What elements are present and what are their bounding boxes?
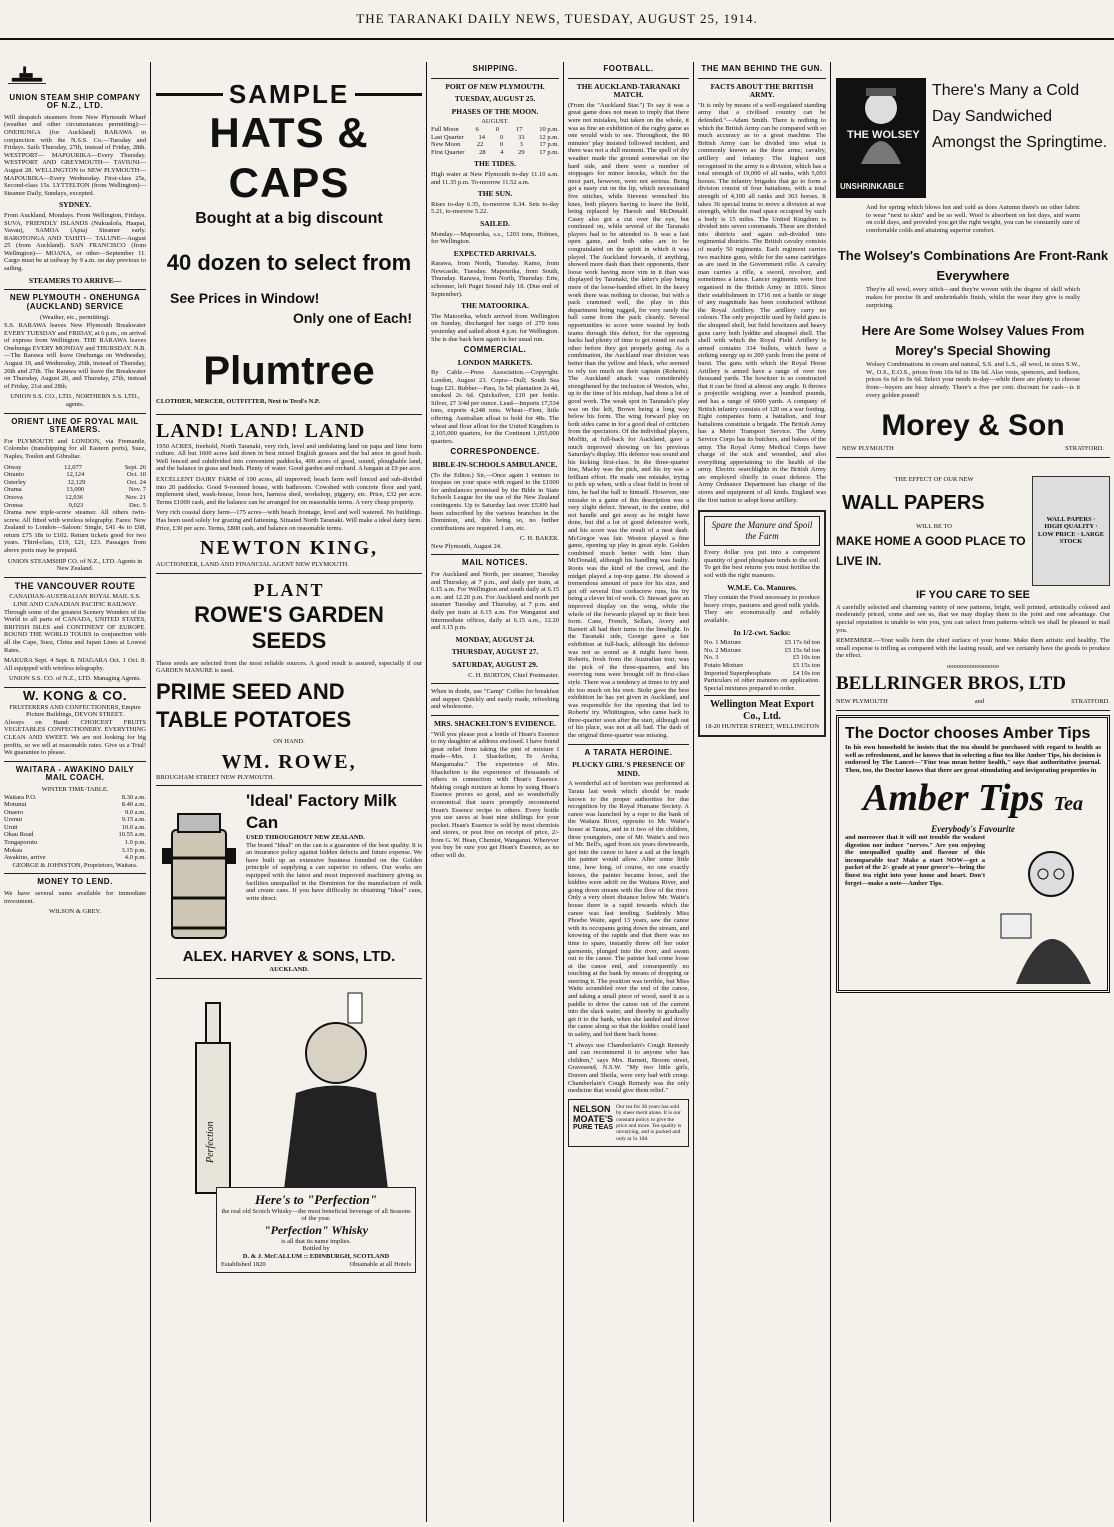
only-one: Only one of Each! [292, 310, 412, 326]
orient-title: ORIENT LINE OF ROYAL MAIL STEAMERS. [11, 416, 139, 435]
divider [431, 554, 559, 555]
perfection-text: the real old Scotch Whisky—the most beneficial beverage of all Seasons of the year. [221, 1207, 411, 1223]
moon-row-cell: Full Moon [431, 125, 459, 133]
army-heading: THE MAN BEHIND THE GUN. [701, 64, 823, 73]
morey-np: NEW PLYMOUTH [842, 445, 894, 453]
moon-table [431, 126, 559, 156]
waitara-row [4, 839, 146, 847]
waitara-row-cell: 9.15 a.m. [121, 816, 146, 824]
vancouver-sub: CANADIAN-AUSTRALIAN ROYAL MAIL S.S. LINE AND CANADIAN PACIFIC RAILWAY. [9, 593, 141, 609]
hats-title: HATS & CAPS [209, 109, 369, 206]
divider [4, 289, 146, 290]
waitara-sign: GEORGE & JOHNSTON, Proprietors, Waitara. [12, 861, 138, 869]
moon-row [431, 134, 559, 142]
orient-ship-row-cell: 9,023 [68, 501, 84, 509]
col-divider-3 [563, 62, 564, 1522]
make-home: MAKE HOME A GOOD PLACE TO LIVE IN. [836, 533, 1026, 568]
orient-ship-row-cell: Otranto [4, 471, 24, 479]
waitara-row-cell: Okau Road [4, 831, 34, 839]
milk-can-image [156, 808, 242, 948]
moon-row-cell: Last Quarter [431, 133, 464, 141]
nelson-sub: PURE TEAS [573, 1123, 614, 1131]
wolsey-unshrink: UNSHRINKABLE [840, 182, 904, 192]
london-text: By Cable.—Press Association.—Copyright. London, August 23. Copra—Dull; South Sea bags £21. Rubber—Para, 3s 5d; plantation 2s 4d, smoked 2s 6d. Quicksilver, £10 per bottle. Silver, 27 3/4d per ounce. Lead—Imports 17,534 tons, exports 4,248 tons. Wheat—Firm, little offering. Australian afloat to hold for 48s. The wheat and flour afloat for the United Kingdom is 2,105,000 quarters, for the Continent 1,055,000 quarters. [431, 369, 559, 445]
waitara-row-cell: 1.0 p.m. [124, 839, 146, 847]
divider [568, 744, 689, 745]
manure-price-row-cell: Potato Mixture [704, 661, 744, 669]
union-title: UNION STEAM SHIP COMPANY OF N.Z., LTD. [9, 92, 141, 111]
bellringer-title: BELLRINGER BROS, LTD [836, 673, 1067, 695]
manure-price-row-cell: Imported Superphosphate [704, 669, 771, 677]
bottle-label: Perfection [205, 1121, 216, 1163]
col-divider-2 [426, 62, 427, 1522]
waitara-row-cell: Waitara P.O. [4, 793, 37, 801]
moon-row [431, 149, 559, 157]
ideal-text: The brand "Ideal" on the can is a guarantee of the best quality. It is an insurance policy against hidden defects and future expense. We have built up an extensive business founded on the Golden principle of supplying a can superior to others. Our works are equipped with the latest and most improved machinery giving us facilities unequalled in the Dominion for the manufacture of milk and cream cans. If you have difficulty in obtaining "Ideal" cans, write direct. [246, 841, 422, 902]
values-title: Here Are Some Wolsey Values From Morey's Special Showing [861, 323, 1085, 359]
dots-separator: oooooooooooooooo [947, 662, 999, 670]
auckland: AUCKLAND. [269, 966, 309, 974]
doctor-text: In his own household he insists that the tea should be purchased with regard to health as well as refreshment, and he knows that in selecting a fine tea like Amber Tips, his decision is endorsed by The Lancet—"Fine teas mean better health," says that authoritative journal. Then, too, the Doctor knows that there are great stimulating and invigorating properties in [845, 744, 1101, 774]
kong-sub: FRUITERERS AND CONFECTIONERS, Empire Picture Buildings, DEVON STREET. [9, 703, 141, 719]
manure-price-row [704, 639, 820, 647]
vancouver-ships: MAKURA Sept. 4 Sept. 8. NIAGARA Oct. 1 Oct. 8. All equipped with wireless telegraphy. [4, 657, 146, 672]
column-retail-ads [836, 62, 1110, 1522]
monday-heading: MONDAY, AUGUST 24. [455, 634, 535, 644]
matoukira-text: The Matoorika, which arrived from Wellington on Sunday, discharged her cargo of 270 tons yesterday and sailed about 4 p.m. for Wellington. She is due back here again in her usual run. [431, 312, 559, 343]
port-heading: PORT OF NEW PLYMOUTH. [445, 81, 545, 91]
thursday-heading: THURSDAY, AUGUST 27. [451, 647, 539, 657]
rowes-text: These seeds are selected from the most reliable sources. A good result is assured, especially if our GARDEN MANURE is used. [156, 659, 422, 675]
orient-ship-row-cell: Oct. 10 [126, 471, 146, 479]
morey-title: Morey & Son [881, 409, 1065, 443]
divider [836, 457, 1110, 458]
wolsey-brand: THE WOLSEY [844, 130, 923, 141]
orient-ship-row-cell: 13,000 [66, 486, 85, 494]
manure-price-list [704, 639, 820, 677]
manure-price-row-cell: No. 2 Mixture [704, 646, 742, 654]
divider [156, 414, 422, 415]
divider [431, 715, 559, 716]
masthead-rule [0, 38, 1114, 40]
waitara-row-cell: Mokau [4, 846, 23, 854]
dairy-text: EXCELLENT DAIRY FARM of 190 acres, all improved; beach farm well fenced and sub-divided into 20 paddocks. Good 9-roomed house, with bathroom. Cowshed with concrete floor and yard, implement shed, wash-house, loose box, harness shed, workshop, piggery, etc. Price, £32 per acre. Terms £1000 cash, and the balance can be arranged for on reasonable terms. A very cheap property. [156, 475, 422, 506]
waitara-row-cell: 8.40 a.m. [121, 801, 146, 809]
remember-text: REMEMBER.—Your walls form the chief surface of your home. Make them artistic and healthy. The small expense is trifling as compared with the lasting result, and we certainly have the goods to produce the effect. [836, 637, 1110, 660]
sun-text: Rises to-day 6.35, to-morrow 6.34. Sets to-day 5.21, to-morrow 5.22. [431, 200, 559, 216]
heroine-heading: A TARATA HEROINE. [584, 747, 673, 757]
orient-ship-row-cell: 12,036 [65, 493, 84, 501]
manure-price-row [704, 654, 820, 662]
waitara-row [4, 794, 146, 802]
orient-ship-row [4, 479, 146, 487]
bell-strat: STRATFORD. [1071, 698, 1110, 706]
combinations-title: The Wolsey's Combinations Are Front-Rank Everywhere [837, 248, 1109, 284]
will-be: WILL BE TO [916, 523, 952, 531]
wallpaper-label: WALL PAPERS · HIGH QUALITY · LOW PRICE · LARGE STOCK [1037, 515, 1105, 546]
col-divider-1 [150, 62, 151, 1522]
waitara-row [4, 801, 146, 809]
column-display-ads [156, 62, 422, 1522]
orient-ship-row-cell: Oronsa [4, 501, 23, 509]
established: Established 1820 [221, 1260, 266, 1268]
moon-row-cell: 0 [499, 141, 504, 149]
cough-text: "I always use Chamberlain's Cough Remedy and can recommend it to anyone who has children," says Mrs. Barnett, Broom street, Gravesend, N.S.W. "My two little girls, Doreen and Sheila, were very bad with croup. Chamberlain's Cough Remedy was the only medicine that would give them relief." [568, 1041, 689, 1095]
waitara-row [4, 816, 146, 824]
plant-title: PLANT [253, 579, 325, 600]
orient-ship-row [4, 486, 146, 494]
moon-row-cell: 3 [519, 141, 523, 149]
divider [4, 873, 146, 874]
plumtree-title: Plumtree [203, 349, 375, 393]
moon-row-cell: New Moon [431, 141, 461, 149]
wmco-sign: Wellington Meat Export Co., Ltd. [704, 695, 820, 723]
masthead: THE TARANAKI DAILY NEWS, TUESDAY, AUGUST 25, 1914. [356, 11, 758, 26]
moon-row-cell: 29 [518, 148, 525, 156]
sydney-heading: SYDNEY. [58, 200, 92, 210]
perfection-box [216, 1187, 416, 1274]
commercial-heading: COMMERCIAL. [463, 345, 527, 355]
orient-ship-row-cell: Nov. 21 [125, 493, 146, 501]
perfection-title: Here's to "Perfection" [254, 1191, 378, 1207]
waitara-row-cell: Uruti [4, 823, 18, 831]
bottled-by: Bottled by [302, 1245, 330, 1253]
phases-heading: PHASES OF THE MOON. [451, 106, 539, 116]
sample-header [156, 80, 422, 108]
on-hand: ON HAND. [273, 737, 305, 745]
wall-text: A carefully selected and charming variety of new patterns, bright, well printed, artistically colored and moderately priced, come and see us, that we may display them to the joint and one advantage. Our special reputation is unable to win you, you can select from patterns which we shall be pleased to mail you. [836, 603, 1110, 634]
onehunga-title: NEW PLYMOUTH - ONEHUNGA (AUCKLAND) SERVICE [9, 293, 141, 311]
correspondence-heading: CORRESPONDENCE. [450, 447, 540, 457]
wallpaper-ad [836, 476, 1110, 586]
amber-name: Amber Tips [863, 777, 1045, 820]
manure-price-row-cell: £5 15s ton [792, 661, 820, 669]
army-sub: FACTS ABOUT THE BRITISH ARMY. [710, 81, 814, 100]
moon-row-cell: 6 [475, 125, 479, 133]
orient-ship-row-cell: Nov. 7 [128, 486, 146, 494]
arrive-heading: STEAMERS TO ARRIVE— [28, 275, 122, 285]
land-text: 1950 ACRES, freehold, North Taranaki, very rich, level and undulating land on papa and lime form culture. All but 1600 acres laid down in best mixed English grasses and the bal ance in good bush. Well fenced and subdivided into convenient paddocks, 400 acres of good, sound, ploughable land, and the balance in grass and bush. Plenty of water. Good garden and orchard. A bargain at £9 per acre. [156, 442, 422, 473]
orient-sign: UNION STEAMSHIP CO. of N.Z., LTD. Agents in New Zealand. [7, 557, 143, 573]
wolsey-logo [836, 78, 926, 198]
kong-text: Always on Hand: CHOICEST FRUITS VEGETABLES CONFECTIONERY. EVERYTHING CLEAN AND SWEET. We are not looking for big profits, so we sell at reasonable rates. Give us a Trial! We guarantee to please. [4, 718, 146, 757]
cardinal-icon [836, 78, 926, 164]
tides-text: High water at New Plymouth to-day 11.10 a.m. and 11.35 p.m. To-morrow 11.52 a.m. [431, 170, 559, 186]
waitara-timetable [4, 794, 146, 862]
price-note: Particulars of other manures on application. Special mixtures prepared to order. [704, 677, 820, 692]
land-title: LAND! LAND! LAND [156, 419, 366, 442]
orient-ship-row-cell: 12,077 [64, 463, 82, 471]
ideal-title: 'Ideal' Factory Milk Can [246, 791, 397, 833]
vancouver-sign: UNION S.S. CO. of N.Z., LTD. Managing Agents. [8, 675, 142, 683]
morey-strat: STRATFORD. [1065, 445, 1104, 453]
london-heading: LONDON MARKETS. [457, 357, 533, 367]
divider [156, 978, 422, 979]
bellringer-locations [836, 698, 1110, 706]
wallpaper-title: WALL PAPERS [842, 492, 985, 515]
waitara-title: WAITARA - AWAKINO DAILY MAIL COACH. [15, 764, 135, 783]
doctor-title: The Doctor chooses Amber Tips [845, 725, 1091, 743]
orient-ship-row-cell: Osterley [4, 478, 27, 486]
shackleton-heading: MRS. SHACKELTON'S EVIDENCE. [433, 718, 557, 728]
amber-tips-ad [836, 715, 1110, 993]
onehunga-text: S.S. RARAWA leaves New Plymouth Breakwater EVERY TUESDAY and FRIDAY, at 6 p.m., on arrival of express from Wellington. THE RARAWA leaves Onehunga EVERY MONDAY and THURSDAY. N.B.—The Rarawa will leave Onehunga on Wednesday, August 19, and Wednesday, 26th, instead of Thursday, 20th and 27th. The Rarawa will leave the Breakwater on Thursday, August 20, and Thursday, 27th, instead of Friday, 21st and 28th. [4, 322, 146, 390]
union-sign: UNION S.S. CO., LTD., NORTHERN S.S. LTD., agents. [10, 393, 140, 408]
column-army [698, 62, 826, 1522]
wmrowe-sub: BROUGHAM STREET NEW PLYMOUTH. [156, 773, 275, 781]
orient-ship-row [4, 494, 146, 502]
mail-heading: MAIL NOTICES. [462, 558, 528, 568]
waitara-row-cell: Onaero [4, 808, 24, 816]
moon-row-cell: 33 [517, 133, 525, 141]
vancouver-title: THE VANCOUVER ROUTE [14, 580, 136, 591]
bible-heading: BIBLE-IN-SCHOOLS AMBULANCE. [432, 459, 558, 469]
bible-sign: C. H. BAKER. [519, 535, 559, 543]
manure-price-row-cell: No. 3 [704, 654, 719, 662]
moon-row-cell: 0 [499, 133, 504, 141]
bible-text: (To the Editor.) Sir,—Once again I venture to trespass on your space with regard to the £1000 for ambulances promised by the Bible in State Schools League for the use of the New Zealand contingents. Up to Saturday last over £5300 had been subscribed by the various branches in the Dominion, and, this being so, no further contributions are required. I am, etc. [431, 471, 559, 532]
orient-ship-row-cell: 12,129 [67, 478, 86, 486]
manure-price-row [704, 670, 820, 678]
sailed-heading: SAILED. [480, 218, 510, 228]
onehunga-sub: (Weather, etc., permitting). [40, 314, 110, 322]
rowes-title: ROWE'S GARDEN SEEDS [194, 601, 384, 653]
column-shipping-news [431, 62, 559, 1522]
orient-ship-row-cell: Sept. 26 [124, 463, 146, 471]
waitara-row-cell: Tongaporutu [4, 839, 38, 847]
moon-row-cell: 4 [500, 148, 504, 156]
steamship-icon [8, 64, 46, 86]
august-label: AUGUST. [481, 118, 509, 126]
orient-ship-row-cell: Oct. 24 [126, 478, 146, 486]
saturday-heading: SATURDAY, AUGUST 29. [452, 660, 538, 669]
column-football [568, 62, 689, 1522]
manure-price-row-cell: £4 10s ton [792, 669, 820, 677]
wolsey-headline: There's Many a Cold Day Sandwiched Amongst the Springtime. [932, 82, 1108, 151]
heroine-text: A wonderful act of heroism was performed at Tarata last week which should be made known to the proper authorities for due recognition by the Royal Humane Society. A canoe was launched by a rope to the bank of the Waitara River, opposite to Mr. Waite's house at Tarata, and in it two of the children, three youngsters, one of Mr. Waite's and two of Mr. Bell's, aged from six years downwards, got into the canoe to have a sail at the length the painter would allow. After some little time, how long, of course, no one exactly knows, the painter became loose, and the kiddies were adrift on the Waitara River, and going down stream with the flow of the river. Only a very short distance below Mr. Waite's house there is a rapid towards which the canoe was fast tending. Suddenly Miss Phoebe Waite, aged 13 years, saw the canoe with its occupants going down the stream, and knowing of the rapids and that there was no time to spare, instantly threw off her outer garments, plunged into the river, and swam out to the canoe. The painter had come loose at the canoe end, and consequently no touching at the bank by means of dropping or steering it. The position was terrible, but Miss Waite scrambled over the end of the canoe, and taking a small piece of wood, used it as a paddle to drive the canoe out of the current into the slack water, and thereby to gradually get it to the bank, when she landed and drove the canoe along so that the kiddies could land in safety, and led them back home. [568, 780, 689, 1039]
wolsey-ad [836, 78, 1110, 198]
waitara-row [4, 824, 146, 832]
moon-row-cell: 10 p.m. [539, 125, 559, 133]
moon-row-cell: 12 p.m. [539, 133, 559, 141]
amber-body [845, 834, 1101, 984]
waitara-row-cell: 3.15 p.m. [121, 846, 146, 854]
orient-ship-row [4, 471, 146, 479]
money-title: MONEY TO LEND. [37, 877, 113, 887]
moon-row-cell: 22 [476, 141, 484, 149]
moon-row-cell: 17 p.m. [539, 148, 559, 156]
combinations-text: They're all wool, every stitch—and they're woven with the degree of skill which makes for precise fit and unshrinkable finish, whilst the wear they give is really surprising. [866, 286, 1080, 309]
bell-np: NEW PLYMOUTH [836, 698, 888, 706]
perfection-whisky: "Perfection" Whisky [263, 1222, 369, 1237]
football-heading: FOOTBALL. [603, 64, 654, 73]
sun-heading: THE SUN. [477, 189, 513, 199]
see-prices: See Prices in Window! [170, 290, 320, 306]
waitara-sub: WINTER TIME-TABLE. [41, 785, 109, 793]
sailed-text: Monday.—Mapourika, s.s., 1203 tons, Holmes, for Wellington. [431, 230, 559, 246]
divider [156, 573, 422, 574]
wmco-text: They contain the Food necessary to produce heavy crops, pastures and good milk yields. They are economically and reliably available. [704, 594, 820, 624]
orient-ship-table [4, 464, 146, 510]
manure-price-row-cell: £5 10s ton [792, 654, 820, 662]
price-title: In 1/2-cwt. Sacks: [733, 627, 791, 637]
gentleman-illustration [991, 834, 1101, 984]
shackleton-text: "Will you please post a bottle of Hean's Essence to my daughter at address enclosed. I have found great relief from taking the pint of mixture I made—Mrs. J. Shackelton, Te Aroha, Mangamahu." The experience of Mrs. Shackelton is the experience of thousands of others in connection with Hean's Essence. Making cough mixture at home by using Hean's Essence proves so good, and so wonderfully economical that users promptly recommend Hean's Essence recipe to others. Every bottle you use saves at least nine shillings for your pocket. Hean's Essence is sold by most chemists and stores, or post free on receipt of price, 2/- from G. W. Hean, Chemist, Wanganui. Wherever you buy be sure you get Hean's Essence, as no other will do. [431, 730, 559, 860]
manure-price-row-cell: £5 17s 6d ton [784, 639, 820, 647]
bible-loc: New Plymouth, August 24. [431, 542, 502, 550]
spare-title: Spare the Manure and Spoil the Farm [704, 516, 820, 546]
wmrowe-title: WM. ROWE, [221, 750, 357, 773]
orient-ship-row [4, 464, 146, 472]
if-you: IF YOU CARE TO SEE [916, 588, 1030, 601]
waitara-row-cell: 4.0 p.m. [124, 854, 146, 862]
waitara-row-cell: 8.30 a.m. [121, 793, 146, 801]
mail-text: For Auckland and North, per steamer, Tuesday and Thursday, at 7 p.m., and daily per train, at 6.15 a.m. For Wellington and south daily at 6.15 a.m. and 12.20 p.m. For Auckland and north per steamer Tuesday and Thursday, at 7 p.m. and daily per train at 6.15 a.m. For Wanganui and intermediate offices, daily at 6.15 a.m., 12.20 and 3.15 p.m. [431, 571, 559, 632]
plumtree-sub: CLOTHIER, MERCER, OUTFITTER, Next to Tecd's N.P. [156, 398, 320, 405]
column-shipping-ads [4, 62, 146, 1522]
divider [698, 78, 826, 79]
sample-title: SAMPLE [228, 79, 350, 109]
effect-text: THE EFFECT OF OUR NEW [894, 475, 974, 483]
nelson-text: Our tea for 36 years has sold by sheer merit alone. It is our constant policy to give the price and more. Tea quality is unvarying, and is packed and only at 1s 10d. [616, 1103, 682, 1142]
divider [836, 710, 1110, 711]
money-sign: WILSON & GREY. [48, 908, 102, 916]
orient-ship-row-cell: Dec. 5 [129, 501, 146, 509]
newton-sub: AUCTIONEER, LAND AND FINANCIAL AGENT NEW PLYMOUTH. [156, 561, 349, 569]
mail-sign: C. H. BURTON, Chief Postmaster. [468, 671, 559, 679]
divider [431, 683, 559, 684]
moon-row-cell: 17 p.m. [539, 141, 559, 149]
col-divider-4 [693, 62, 694, 1522]
bought-text: Bought at a big discount [195, 210, 383, 227]
waitara-row-cell: Awakino, arrive [4, 854, 46, 862]
date-heading: TUESDAY, AUGUST 25. [454, 94, 536, 104]
favourite: Everybody's Favourite [931, 824, 1015, 835]
shipping-heading: SHIPPING. [472, 64, 518, 73]
moon-row-cell: 14 [478, 133, 486, 141]
manure-price-row [704, 662, 820, 670]
waitara-row [4, 809, 146, 817]
waitara-row-cell: Urenui [4, 816, 23, 824]
wmco-title: W.M.E. Co. Manures. [727, 582, 797, 592]
kong-title: W. KONG & CO. [23, 687, 127, 703]
newton-title: NEWTON KING, [199, 537, 379, 560]
vancouver-text: Through some of the greatest Scenery Wonders of the World to all parts of CANADA, UNITED STATES, BRITISH ISLES and CONTINENT OF EUROPE. ROUND THE WORLD TOURS in conjunction with all the Cape, Suez, China and Japan Lines at Lowest Rates. [4, 608, 146, 654]
waitara-row [4, 831, 146, 839]
dozen-text: 40 dozen to select from [166, 250, 412, 275]
tides-heading: THE TIDES. [474, 159, 516, 169]
col-divider-5 [830, 62, 831, 1522]
amber-text: and moreover that it will not trouble the weakest digestion nor induce "nerves." Are you enjoying the unequalled quality and flavour of this incomparable tea? Make a start NOW—get a packet of the 2/- grade at your grocer's—bring the finest tea right into your home and heart. Don't forget—make a note—Amber Tips. [845, 834, 985, 887]
divider [431, 78, 559, 79]
orient-ship-row-cell: Orama [4, 486, 22, 494]
cocoa-text: When in doubt, use "Camp" Coffee for breakfast and supper. Quickly and easily made, refreshing and wholesome. [431, 688, 559, 711]
wallpaper-rolls [1032, 476, 1110, 586]
nelson-title: NELSON MOATE'S [573, 1103, 613, 1124]
heroine-sub: PLUCKY GIRL'S PRESENCE OF MIND. [572, 760, 685, 778]
matoukira-heading: THE MATOORIKA. [461, 301, 529, 311]
waitara-row [4, 854, 146, 862]
wolsey-text: And for spring which blows hot and cold as does Autumn there's no other fabric to wear "next to skin" and be so well. Wool is absorbent on hot days, and warm on cold days, and provided you get the right weight, you can be constantly sure of comfortable colds and attaining superior comfort. [866, 204, 1080, 234]
manure-price-row-cell: No. 1 Mixture [704, 639, 742, 647]
amber-logo [845, 777, 1101, 825]
wmco-addr: 18-20 HUNTER STREET, WELLINGTON [704, 723, 820, 731]
orient-text: For PLYMOUTH and LONDON, via Fremantle, Colombo (transhipping for all Eastern ports), Suez, Naples, Toulon and Gibraltar. [4, 437, 146, 460]
divider [4, 577, 146, 578]
amber-tea: Tea [1053, 793, 1083, 816]
waitara-row-cell: Motunui [4, 801, 27, 809]
divider [4, 761, 146, 762]
values-text: Wolsey Combinations in cream and natural, S.S. and L.S., all wool, in sizes S.W., W., O.S., E.O.S., prices from 10s 6d to 18s 6d. Also vests, spencers, and bodices, prices 6s 6d to 9s 6d. Select your needs to-day—while there are plenty to choose from—buyers are busy already. There's a five per cent. discount for cash—is it every golden pound! [866, 361, 1080, 399]
moon-row-cell: 17 [515, 125, 523, 133]
union-text: Will despatch steamers from New Plymouth Wharf (weather and other circumstances permitting):— ONEHUNGA (for Auckland) RARAWA in conjunction with the N.S.S. Co.—Tuesday and Fridays. Sails Thursday, 27th, instead of Friday, 28th. WESTPORT— MAPOURIKA—Every Thursday. WESTPORT AND GREYMOUTH— TAVIUNI—August 28. WELLINGTON to NEW PLYMOUTH— MAPOURIKA—Every Wednesday. First-class 25s, Second-class 15s. LYTTELTON (from Wellington)— Steamer Daily, Sundays, excepted. [4, 113, 146, 197]
waitara-row [4, 847, 146, 855]
moon-row [431, 126, 559, 134]
nelson-ad [568, 1099, 689, 1147]
sydney-text: From Auckland, Mondays. From Wellington, Fridays. SUVA, FRIENDLY ISLANDS (Nukualofa, Haapai, Vavau), SAMOA (Apia) Steamer early. RAROTONGA AND TAHITI— TALUNE—August 25 (from Auckland). SAN FRANCISCO (from Wellington)— MOANA, or other—September 11. Cargo must be at railway by 9 a.m. on day previous to sailing. [4, 211, 146, 273]
money-text: We have several sums available for immediate investment. [4, 890, 146, 905]
match-text: (From the "Auckland Star.") To say it was a great game does not mean to imply that there were not mistakes, but taken on the whole, it was as fine an exhibition of the rugby game as one would wish to see. Throughout, the 80 minutes' play insisted followed incident, and there was not a dull moment. The spell of dry weather made the ground somewhat on the hard side, and there were a number of stoppages for minor knocks, which for the most part, however, were not serious. Being got a nasty cut on the lip, which necessitated five stitches, while Stevens wrenched his knee, both players having to leave the field, being replaced by Haresh and McDonald. Casey also got a cut over the eye, but continued on, while several of the Taranaki players had to be attended to. It was a fast open game, and both sides are to be congratulated on the spirit in which it was played. The Auckland forwards, if anything, showed more dash than their opponents, their loose work having more vim in it than was displayed by Taranaki, the latter's play being more of the loose-handed effort. In the heavy work there was nothing to choose, but with a pack crammed well, the play in this department being ragged, for very rarely the ball came from the pack cleanly. Several opportunities to score were wasted by both teams through this defect, for the opposing backs had plenty of time to get round on each other before they got properly going. As a combination, the Auckland rear division was better than the yellow and black, who seemed to rely too much on their captain (Roberts). The Auckland attack was considerably strengthened by the inclusion of Weston, who, up to the time of his mishap, had done a lot of good work. The weak spot in Taranaki's play was on the left, Brown being a long way below his form. The wing forward play on both sides came in for a good deal of criticism from the spectators. Of the individual players, Moffitt, at full-back for Auckland, gave a much improved showing on his previous Saturday's display. His defence was sound and his kicking first-class. In the three-quarter line, Macky was the pick, and his try was a brilliant effort. He made one mistake, trying to pick up when, with a clear field in front of him, he had the ball to himself. However, one mistake in a game of this description was a very slight defect. Stewart, in the centre, did not handle and get away as he might have done, but did a lot of good defensive work, and his score was the result of a neat dash. McGregor was fair. Weston played a fine game, opening up play in great style. Golden combined much better with him than McDonald, although his handling was faulty. Roots was the kind of the crowd, and the midget played a top-top game. He showed a tremendous amount of pace for his size, and got off several fine corkscrew runs, his try being a clever bit of work. O. Stewart gave an improved display on the wing, while the whole of the forwards played up to their best form. Cane, French, Sellars, Avery and Barnett all had their turns in the limelight. In the Taranaki side, George gave a fair exhibition at full-back, although his defence was not as sound as it might have been. Roberts, fresh from the Australian tour, was the pick of the three-quarters, and his swerving runs were brought off in first-class style. There was a tendency at times to try and do too much on his own. Stohr gave the best exhibition he has yet given in Auckland, and was responsible for the opening that led to Roberts' try. Whittington, who came back to three-quarter soon after the start, although out of his place, was not at all bad. The dash of the original three-quarter was missing. [568, 101, 689, 740]
divider [568, 78, 689, 79]
manure-price-row-cell: £5 15s 6d ton [784, 646, 820, 654]
orient-ship-row [4, 502, 146, 510]
expected-heading: EXPECTED ARRIVALS. [453, 248, 537, 258]
orient-ship-row-cell: Otway [4, 463, 22, 471]
alex-title: ALEX. HARVEY & SONS, LTD. [182, 948, 396, 966]
prime-title: PRIME SEED AND TABLE POTATOES [156, 678, 352, 732]
ideal-ad [156, 790, 422, 948]
moon-row-cell: 28 [479, 148, 486, 156]
moon-row [431, 141, 559, 149]
divider [156, 785, 422, 786]
moon-row-cell: First Quarter [431, 148, 465, 156]
match-heading: THE AUCKLAND-TARANAKI MATCH. [576, 81, 681, 100]
coastal-text: Very rich coastal dairy farm—175 acres—with beach frontage, level and well watered. No buildings. Has been used solely for grazing and fattening. Situated North Taranaki. Will make a ideal dairy farm. Price, £30 per acre. Terms, £800 cash, and balance on reasonable terms. [156, 509, 422, 532]
spare-text: Every dollar you put into a competent quantity of good phosphate tends to the soil. To get the best returns you must fertilise the soil with the right manures. [704, 549, 820, 580]
orient-ship-row-cell: 12,124 [66, 471, 85, 479]
perfection-sub: is all that its name implies. [281, 1237, 351, 1245]
obtainable: Obtainable at all Hotels [349, 1260, 411, 1268]
divider [4, 413, 146, 414]
mccallum: D. & J. McCALLUM :: EDINBURGH, SCOTLAND [242, 1253, 390, 1261]
perfection-ad [156, 983, 422, 1283]
manure-price-row [704, 647, 820, 655]
morey-locations [836, 445, 1110, 453]
expected-text: Rarawa, from North, Tuesday. Kamo, from Newcastle, Tuesday. Mapourika, from South, Thursday. Rarawa, from North, Thursday. Erie, schooner, left Puget Sound July 18. (Due end of September). [431, 260, 559, 298]
orient-ship-row-cell: Orsova [4, 493, 23, 501]
whisky-illustration [156, 983, 422, 1213]
army-text: "It is only by means of a well-regulated standing army that a civilised country can be defended."—Adam Smith. There is nothing to which the British Army can be compared with so much accuracy as to a great machine. The British Army can be divided into what is commonly known as the three arms; cavalry, artillery and infantry. The highest unit recognised in the army is a division, which has a total strength of 19,000 of all ranks, with 5,093 horses. The infantry brigades that go to form a division consist of four battalions, with a total strength of 4,100 all ranks and 363 horses. It takes 36 special trains to move a division at war strength, while the road space occupied by such a body is 15 miles. The United Kingdom is divided into seven commands. These are divided into districts and again sub-divided into regimental districts. The British cavalry consists of nearly 50 regiments. Each regiment carries two machine guns, while for the same cartridges as are used in the Government rifle. A cavalry man carries a rifle, a sword, revolver, and sometimes a lance. Lancer regiments were first organised in the British Army in 1816. Since their establishment in 1716 not a battle or siege of any magnitude has been conducted without the Royal Artillery. The artillery carry no colours. The only projectile used by field guns is the shrapnel shell, but field howitzers and heavy guns carry both lyddite and shrapnel shell. The shell with which the Royal Field Artillery is armed contains 334 bullets, which have a striking energy up to 200 yards from the point of burst. The guns with which the Royal Horse Artillery is armed have a range of over ten thousand yards. The howitzer is so constructed that it can be fired at almost any angle. It throws a projectile weighing over a hundred pounds, and has a range of 6000 yards. A company of British infantry consists of 120 on a war footing. Eight companies form a battalion, and four battalions constitute a brigade. The British Army has a Motor Transport Service. The Army Service Corps has its butchers, and bakers of the army. The Royal Army Medical Corps have charge of the sick and wounded, and also everything appertaining to the health of the army. Electric searchlights in the British Army are employed chiefly in coast defence. The Army Ordnance Department has charge of the stores and equipment of all kinds. England was the first nation to adopt horse artillery. [698, 101, 826, 504]
perfection-footer [221, 1261, 411, 1269]
orient-text-2: Orama new triple-screw steamer. All others twin-screw. All fitted with wireless telegraphy. Fares: New Zealand to London—Saloon: Single, £41 4s to £68, return £75 18s to £102. Return tickets good for two years. Third-class, £19, £21, £23. Passages from above ports may be prepaid. [4, 509, 146, 555]
manure-ad [698, 510, 826, 737]
waitara-row-cell: 10.0 a.m. [121, 823, 146, 831]
waitara-row-cell: 9.0 a.m. [125, 808, 146, 816]
ideal-sub: USED THROUGHOUT NEW ZEALAND. [246, 834, 365, 842]
moon-row-cell: 0 [495, 125, 499, 133]
waitara-row-cell: 10.55 a.m. [118, 831, 146, 839]
bell-and: and [974, 698, 985, 706]
